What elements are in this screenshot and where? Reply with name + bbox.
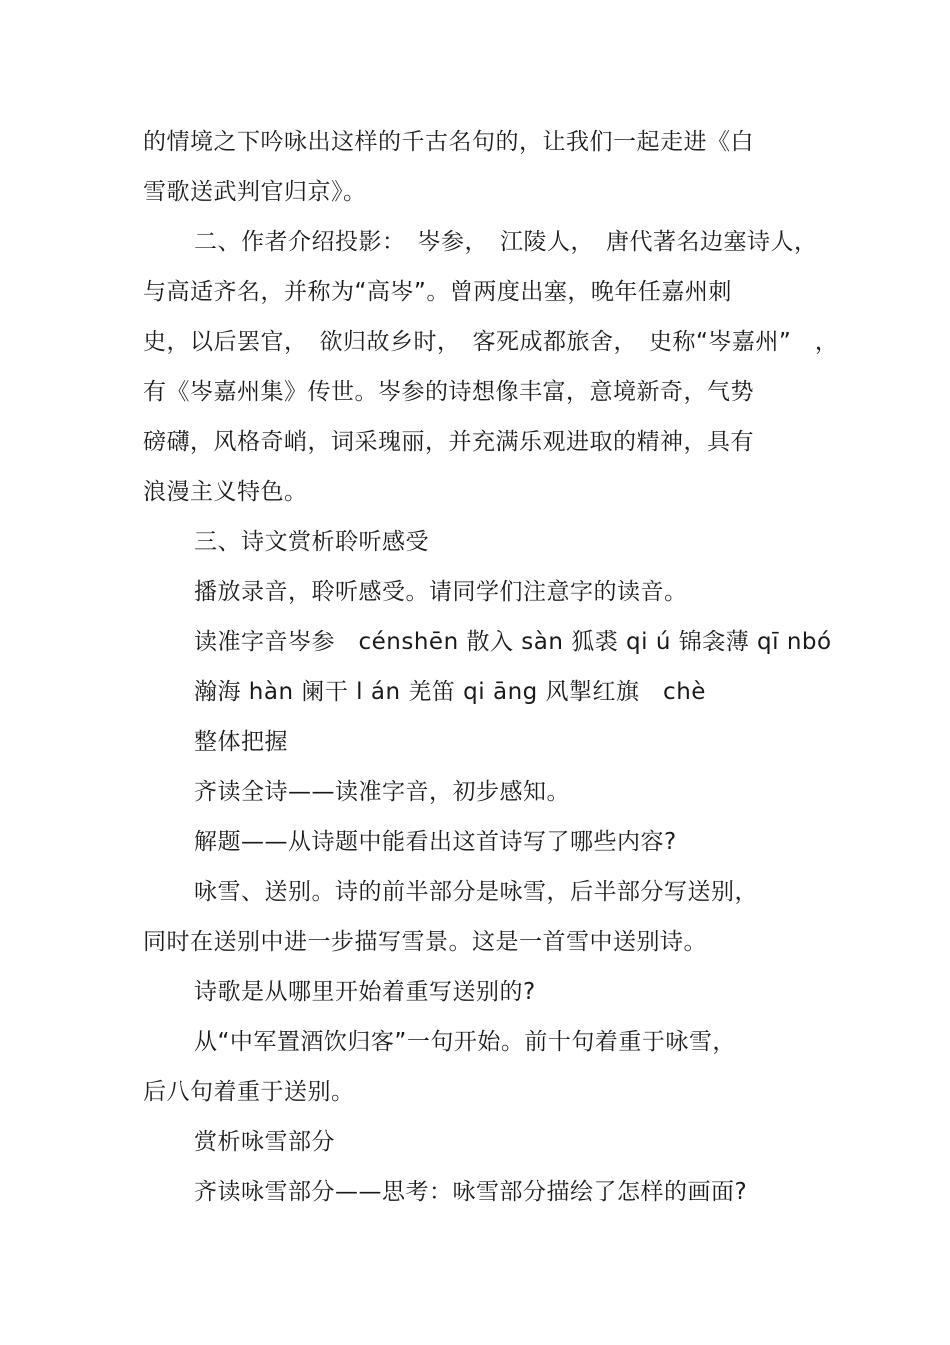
text-line: 的情境之下吟咏出这样的千古名句的，让我们一起走进《白 bbox=[143, 129, 754, 155]
subheading-overall: 整体把握 bbox=[194, 729, 288, 755]
text-line: 同时在送别中进一步描写雪景。这是一首雪中送别诗。 bbox=[143, 929, 707, 955]
text-line: 后八句着重于送别。 bbox=[143, 1079, 355, 1105]
section-heading-author: 二、作者介绍投影： 岑参， 江陵人， 唐代著名边塞诗人， bbox=[194, 229, 818, 255]
text-line: 浪漫主义特色。 bbox=[143, 479, 308, 505]
pronunciation-line: 读准字音岑参 cénshēn 散入 sàn 狐裘 qi ú 锦衾薄 qī nbó bbox=[194, 629, 832, 655]
text-line: 史，以后罢官， 欲归故乡时， 客死成都旅舍， 史称“岑嘉州” ， bbox=[143, 329, 839, 355]
pronunciation-line: 瀚海 hàn 阑干 l án 羌笛 qi āng 风掣红旗 chè bbox=[194, 679, 706, 705]
text-line: 与高适齐名，并称为“高岑”。曾两度出塞，晚年任嘉州刺 bbox=[143, 279, 732, 305]
section-heading-appreciation: 三、诗文赏析聆听感受 bbox=[194, 529, 429, 555]
text-line: 播放录音，聆听感受。请同学们注意字的读音。 bbox=[194, 579, 688, 605]
text-line: 磅礴，风格奇峭，词采瑰丽，并充满乐观进取的精神，具有 bbox=[143, 429, 754, 455]
text-line: 齐读全诗——读准字音，初步感知。 bbox=[194, 779, 570, 805]
text-line: 雪歌送武判官归京》。 bbox=[143, 179, 367, 205]
text-line: 齐读咏雪部分——思考：咏雪部分描绘了怎样的画面? bbox=[194, 1179, 748, 1205]
text-line: 从“中军置酒饮归客”一句开始。前十句着重于咏雪， bbox=[194, 1029, 736, 1055]
text-line: 诗歌是从哪里开始着重写送别的? bbox=[194, 979, 536, 1005]
subheading-snow: 赏析咏雪部分 bbox=[194, 1129, 335, 1155]
text-line: 解题——从诗题中能看出这首诗写了哪些内容? bbox=[194, 829, 677, 855]
text-line: 有《岑嘉州集》传世。岑参的诗想像丰富，意境新奇，气势 bbox=[143, 379, 754, 405]
text-line: 咏雪、送别。诗的前半部分是咏雪，后半部分写送别， bbox=[194, 879, 758, 905]
